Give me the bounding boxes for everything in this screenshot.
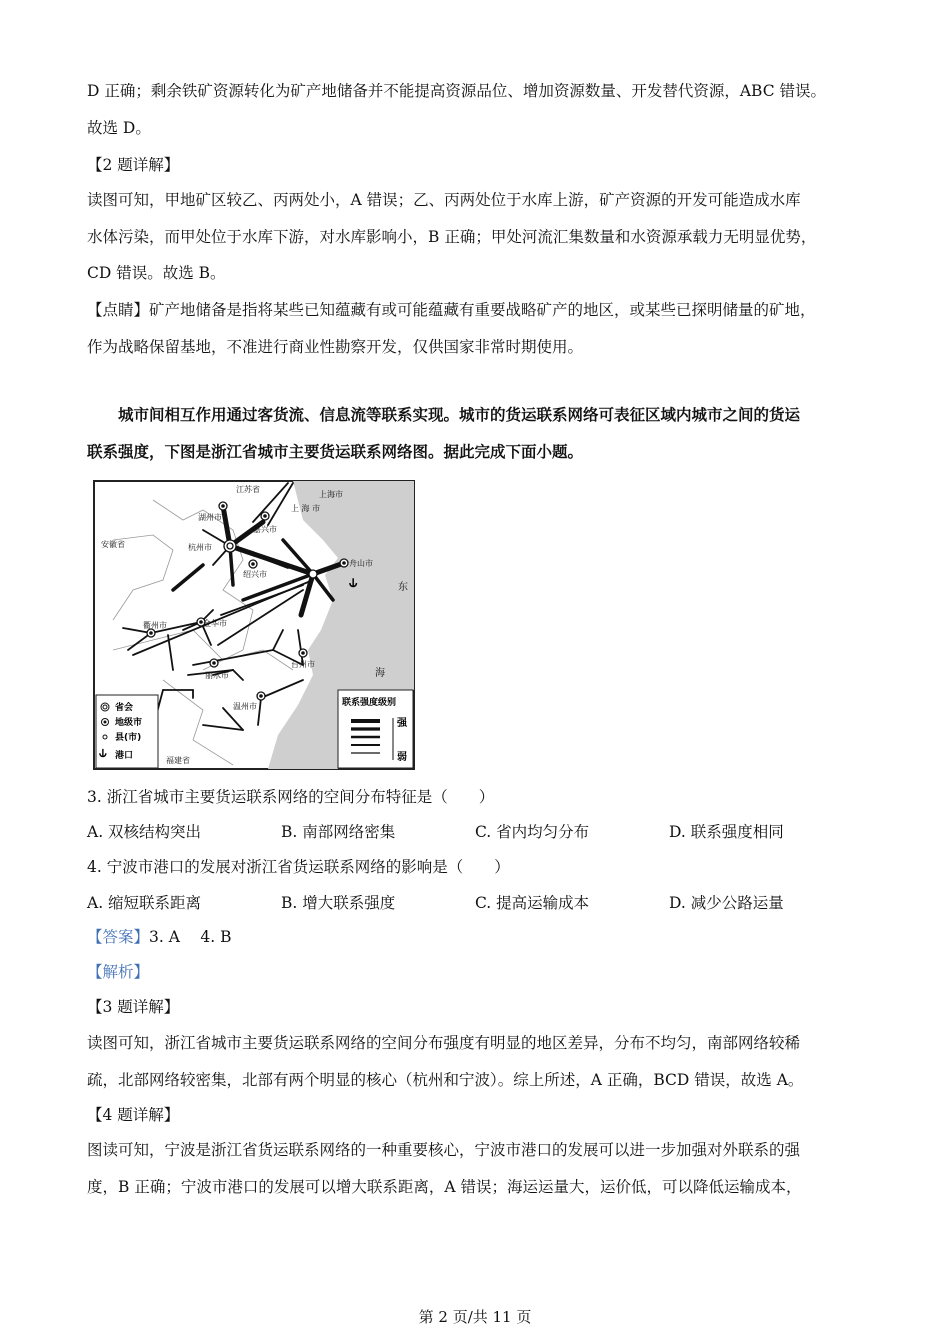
label-hangzhou: 杭州市 bbox=[188, 543, 212, 552]
label-lishui: 丽水市 bbox=[205, 671, 229, 680]
legend-port: 港口 bbox=[115, 751, 134, 761]
page-footer: 第 2 页/共 11 页 bbox=[418, 1308, 532, 1326]
text-line: 度，B 正确；宁波市港口的发展可以增大联系距离，A 错误；海运运量大，运价低，可以降低运输成本， bbox=[87, 1178, 802, 1196]
text-line: D 正确；剩余铁矿资源转化为矿产地储备并不能提高资源品位、增加资源数量、开发替代资源，ABC 错误。 bbox=[87, 82, 827, 100]
label-shanghai: 上 海 市 bbox=[291, 504, 321, 513]
q3-option-b: B. 南部网络密集 bbox=[281, 823, 396, 841]
section-heading: 【4 题详解】 bbox=[87, 1106, 180, 1124]
text-line: 读图可知，甲地矿区较乙、丙两处小，A 错误；乙、丙两处位于水库上游，矿产资源的开发可能造成水库 bbox=[87, 191, 801, 209]
analysis-label: 【解析】 bbox=[87, 963, 150, 981]
text-line: 故选 D。 bbox=[87, 119, 151, 137]
label-quzhou: 衢州市 bbox=[143, 621, 167, 630]
label-fujian: 福建省 bbox=[166, 756, 190, 765]
legend-capital: 省会 bbox=[115, 703, 134, 713]
section-heading: 【2 题详解】 bbox=[87, 156, 180, 174]
intro-line: 联系强度，下图是浙江省城市主要货运联系网络图。据此完成下面小题。 bbox=[87, 443, 584, 461]
label-shaoxing: 绍兴市 bbox=[243, 570, 267, 579]
text-line: 水体污染，而甲处位于水库下游，对水库影响小，B 正确；甲处河流汇集数量和水资源承载力无明显优势， bbox=[87, 228, 817, 246]
answer-line bbox=[87, 927, 231, 947]
strength-weak: 弱 bbox=[397, 752, 407, 763]
question-4-stem: 4. 宁波市港口的发展对浙江省货运联系网络的影响是（ ） bbox=[87, 858, 510, 876]
label-jinhua: 金华市 bbox=[203, 619, 227, 628]
label-anhui: 安徽省 bbox=[101, 540, 125, 549]
label-jiaxing: 嘉兴市 bbox=[253, 525, 277, 534]
text-line: 读图可知，浙江省城市主要货运联系网络的空间分布强度有明显的地区差异，分布不均匀，南部网络较稀 bbox=[87, 1034, 801, 1052]
q4-option-b: B. 增大联系强度 bbox=[281, 894, 396, 912]
strength-legend-title: 联系强度级别 bbox=[342, 698, 397, 708]
text-line: CD 错误。故选 B。 bbox=[87, 264, 226, 282]
tip-line: 作为战略保留基地，不准进行商业性勘察开发，仅供国家非常时期使用。 bbox=[87, 338, 584, 356]
tip-line: 【点睛】矿产地储备是指将某些已知蕴藏有或可能蕴藏有重要战略矿产的地区，或某些已探明储量的矿地， bbox=[87, 301, 816, 319]
legend-county: 县(市) bbox=[115, 733, 142, 743]
section-heading: 【3 题详解】 bbox=[87, 998, 180, 1016]
label-sea-east: 东 bbox=[398, 582, 408, 593]
svg-text:⫝: ⫝ bbox=[99, 746, 107, 761]
q4-option-d: D. 减少公路运量 bbox=[669, 894, 784, 912]
port-icon: ⫝ bbox=[349, 575, 358, 591]
label-huzhou: 湖州市 bbox=[198, 513, 222, 522]
label-sea: 海 bbox=[375, 668, 385, 679]
strength-legend bbox=[338, 690, 413, 768]
question-3-stem: 3. 浙江省城市主要货运联系网络的空间分布特征是（ ） bbox=[87, 788, 495, 806]
label-zhoushan: 舟山市 bbox=[349, 559, 373, 568]
q3-option-d: D. 联系强度相同 bbox=[669, 823, 784, 841]
q4-option-a: A. 缩短联系距离 bbox=[87, 894, 202, 912]
answer-value: 3. A 4. B bbox=[149, 928, 232, 946]
strength-strong: 强 bbox=[397, 718, 407, 729]
label-taizhou: 台州市 bbox=[291, 660, 315, 669]
text-line: 疏，北部网络较密集，北部有两个明显的核心（杭州和宁波）。综上所述，A 正确，BCD 错误，故选 A。 bbox=[87, 1071, 804, 1089]
legend-prefecture: 地级市 bbox=[115, 718, 143, 728]
symbol-legend bbox=[96, 695, 158, 768]
zhejiang-freight-network-map bbox=[93, 480, 415, 770]
q3-option-c: C. 省内均匀分布 bbox=[475, 823, 590, 841]
text-line: 图读可知，宁波是浙江省货运联系网络的一种重要核心，宁波市港口的发展可以进一步加强对外联系的强 bbox=[87, 1141, 801, 1159]
label-wenzhou: 温州市 bbox=[233, 702, 257, 711]
q3-option-a: A. 双核结构突出 bbox=[87, 823, 202, 841]
q4-option-c: C. 提高运输成本 bbox=[475, 894, 590, 912]
answer-label: 【答案】 bbox=[87, 928, 150, 946]
label-jiangsu: 江苏省 bbox=[236, 485, 260, 494]
intro-line: 城市间相互作用通过客货流、信息流等联系实现。城市的货运联系网络可表征区域内城市之间的货运 bbox=[118, 406, 801, 424]
label-shanghai-city: 上海市 bbox=[319, 490, 343, 499]
